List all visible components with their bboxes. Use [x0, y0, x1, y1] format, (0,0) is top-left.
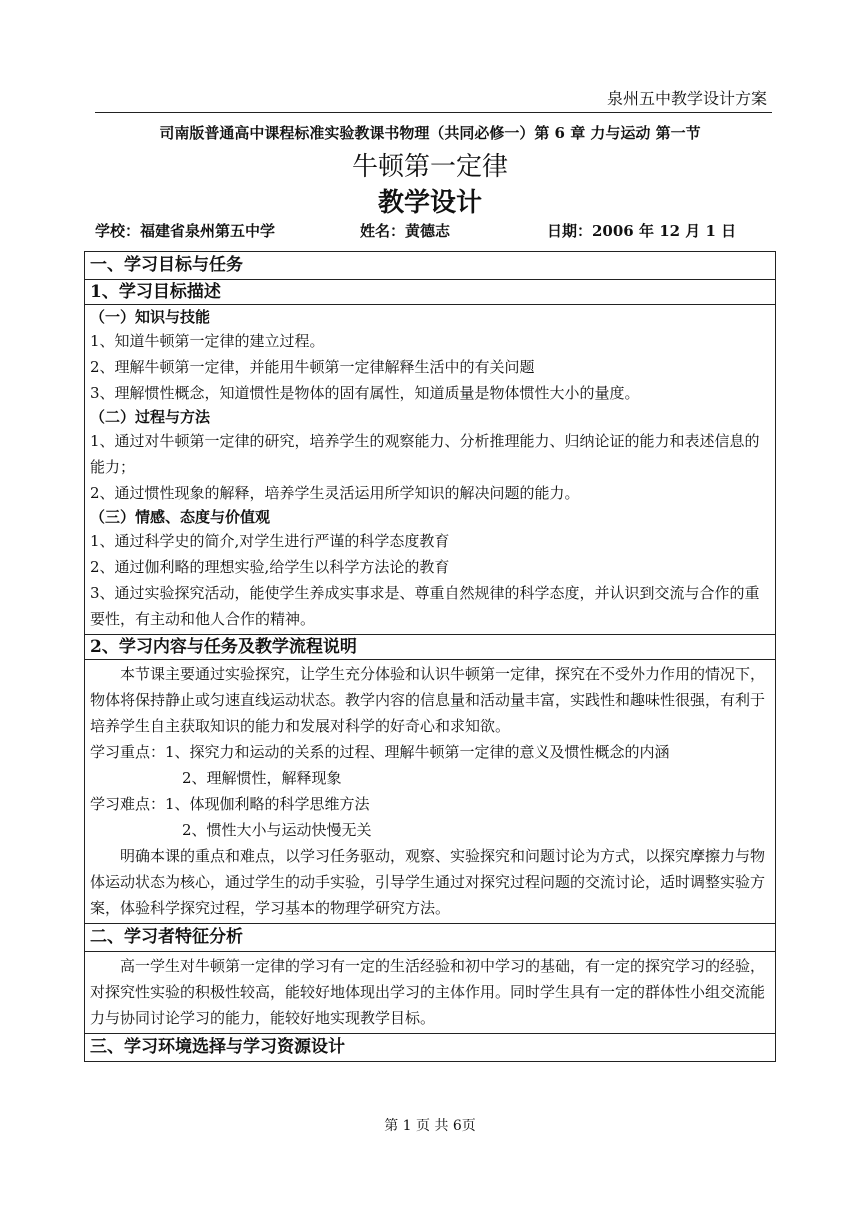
document-subtitle: 司南版普通高中课程标准实验教课书物理（共同必修一）第 6 章 力与运动 第一节	[159, 124, 701, 142]
key-points-line: 2、理解惯性，解释现象	[182, 769, 342, 787]
school-field: 学校：福建省泉州第五中学	[95, 222, 276, 240]
list-item: 3、通过实验探究活动，能使学生养成实事求是、尊重自然规律的科学态度，并认识到交流与合作的重要性，有主动和他人合作的精神。	[90, 584, 760, 628]
process-heading: （二）过程与方法	[90, 408, 211, 426]
difficulty-line: 2、惯性大小与运动快慢无关	[182, 821, 372, 839]
emotion-heading: （三）情感、态度与价值观	[90, 508, 271, 526]
section-heading-3: 三、学习环境选择与学习资源设计	[85, 1034, 776, 1062]
document-title-sub: 教学设计	[377, 188, 482, 218]
difficulty-line: 学习难点：1、体现伽利略的科学思维方法	[90, 795, 370, 813]
subsection-heading-1-2: 2、学习内容与任务及教学流程说明	[85, 635, 776, 660]
header-divider	[95, 112, 772, 113]
list-item: 3、理解惯性概念，知道惯性是物体的固有属性，知道质量是物体惯性大小的量度。	[90, 384, 640, 402]
list-item: 2、理解牛顿第一定律，并能用牛顿第一定律解释生活中的有关问题	[90, 358, 535, 376]
list-item: 2、通过惯性现象的解释，培养学生灵活运用所学知识的解决问题的能力。	[90, 484, 580, 502]
knowledge-heading: （一）知识与技能	[90, 308, 211, 326]
learning-objectives-block	[85, 305, 776, 635]
content-paragraph: 明确本课的重点和难点，以学习任务驱动，观察、实验探究和问题讨论为方式，以探究摩擦力与物体运动状态为核心，通过学生的动手实验，引导学生通过对探究过程问题的交流讨论，适时调整实验方案，体验科学探究过程，学习基本的物理学研究方法。	[90, 847, 766, 917]
page-number: 第 1 页 共 6页	[384, 1118, 476, 1134]
list-item: 1、通过对牛顿第一定律的研究，培养学生的观察能力、分析推理能力、归纳论证的能力和表述信息的能力；	[90, 432, 760, 476]
list-item: 1、通过科学史的简介,对学生进行严谨的科学态度教育	[90, 532, 450, 550]
date-field: 日期：2006 年 12 月 1 日	[547, 222, 737, 240]
learner-analysis-block	[85, 952, 776, 1034]
key-points-line: 学习重点：1、探究力和运动的关系的过程、理解牛顿第一定律的意义及惯性概念的内涵	[90, 743, 670, 761]
section-heading-1: 一、学习目标与任务	[85, 252, 776, 280]
document-title: 牛顿第一定律	[351, 152, 508, 182]
learner-paragraph: 高一学生对牛顿第一定律的学习有一定的生活经验和初中学习的基础，有一定的探究学习的经验，对探究性实验的积极性较高，能较好地体现出学习的主体作用。同时学生具有一定的群体性小组交流能力与协同讨论学习的能力，能较好地实现教学目标。	[90, 957, 766, 1027]
section-heading-2: 二、学习者特征分析	[85, 924, 776, 952]
author-field: 姓名：黄德志	[360, 222, 451, 240]
page-header: 泉州五中教学设计方案	[606, 89, 767, 108]
list-item: 1、知道牛顿第一定律的建立过程。	[90, 332, 325, 350]
subsection-heading-1-1: 1、学习目标描述	[85, 280, 776, 305]
content-paragraph: 本节课主要通过实验探究，让学生充分体验和认识牛顿第一定律，探究在不受外力作用的情况下，物体将保持静止或匀速直线运动状态。教学内容的信息量和活动量丰富，实践性和趣味性很强，有利于培养学生自主获取知识的能力和发展对科学的好奇心和求知欲。	[90, 665, 766, 735]
design-table	[84, 251, 776, 1062]
list-item: 2、通过伽利略的理想实验,给学生以科学方法论的教育	[90, 558, 450, 576]
content-block	[85, 660, 776, 924]
